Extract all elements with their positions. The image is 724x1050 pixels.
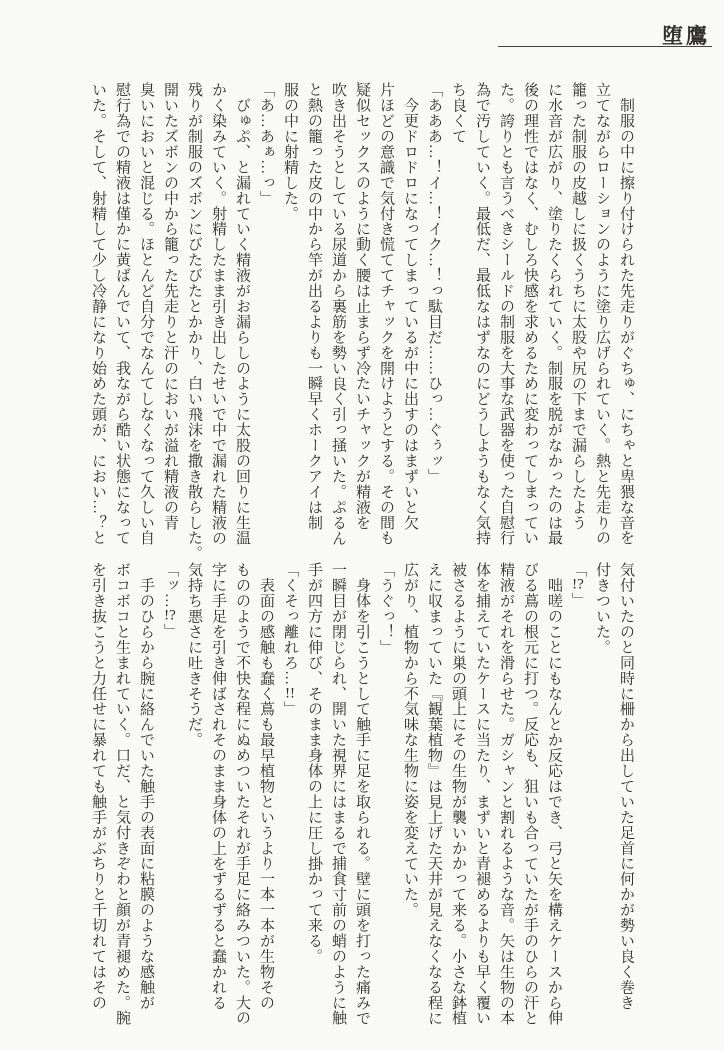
text-line: かく染みていく。射精したまま引き出したせいで中で漏れた精液の (210, 82, 226, 546)
text-line: と熱の籠った皮の中から竿が出るよりも一瞬早くホークアイは制 (306, 82, 322, 531)
text-line: に水音が広がり、塗りたくられていく。制服を脱がなかったのは最 (546, 82, 562, 546)
text-line: 手が四方に伸び、そのまま身体の上に圧し掛かって来る。 (306, 562, 322, 964)
text-line: びゅぷ、と漏れていく精液がお漏らしのように太股の回りに生温 (234, 82, 250, 546)
text-line: 「あああ…！イ…！イク…！っ駄目だ……ひっ…ぐぅッ」 (426, 82, 442, 484)
text-line: いた。そして、射精して少し冷静になり始めた頭が、におい…？と (90, 82, 106, 546)
text-line: 体を捕えていたケースに当たり、まずいと青褪めるよりも早く覆い (474, 562, 490, 1026)
tatechuyoko-punctuation: !? (572, 577, 584, 593)
tatechuyoko-punctuation: !? (164, 608, 176, 624)
text-line: 字に手足を引き伸ばされそのまま身体の上をずるずると蠢かれる (210, 562, 226, 1011)
text-line: 残りが制服のズボンにびたびたとかかり、白い飛沫を撒き散らした。 (186, 82, 202, 561)
text-line: 付きついた。 (594, 562, 610, 655)
text-line: ち良くて (450, 82, 466, 144)
text-line: た。誇りとも言うべきシールドの制服を大事な武器を使った自慰行 (498, 82, 514, 546)
text-line: 身体を引こうとして触手に足を取られる。壁に頭を打った痛みで (354, 562, 370, 1026)
text-line: 慰行為での精液は僅かに黄ばんでいて、我ながら酷い状態になって (114, 82, 130, 546)
text-line: を引き抜こうと力任せに暴れても触手がぶちりと千切れてはその (90, 562, 106, 1011)
text-line: 疑似セックスのように動く腰は止まらず冷たいチャックが精液を (354, 82, 370, 531)
text-line: 「!?」 (570, 562, 586, 608)
text-line: 「うぐっ！」 (378, 562, 394, 655)
tatechuyoko-punctuation: !! (285, 685, 295, 701)
text-line: 開いたズボンの中から籠った先走りと汗のにおいが溢れ精液の青 (162, 82, 178, 531)
text-line: 服の中に射精した。 (282, 82, 298, 222)
text-line: 気持ち悪さに吐きそうだ。 (186, 562, 202, 748)
text-line: 「あ…あぁ…っ」 (258, 82, 274, 206)
text-line: 咄嗟のことにもなんとか反応はでき、弓と矢を構えケースから伸 (546, 562, 562, 1026)
text-line: ボコボコと生まれていく。口だ、と気付きぞわと顔が青褪めた。腕 (114, 562, 130, 1026)
text-line: 後の理性ではなく、むしろ快感を求めるために変わってしまってい (522, 82, 538, 546)
text-line: 一瞬目が閉じられ、開いた視界にはまるで捕食寸前の蛸のように触 (330, 562, 346, 1026)
text-block-top (86, 82, 638, 561)
text-line: 表面の感触も蠢く蔦も最早植物というより一本一本が生物その (258, 562, 274, 1011)
text-line: えに収まっていた『観葉植物』は見上げた天井が見えなくなる程に (426, 562, 442, 1026)
text-line: 今更ドロドロになってしまっているが中に出すのはまずいと欠 (402, 82, 418, 531)
text-line: 片ほどの意識で気付き慌ててチャックを開けようとする。その間も (378, 82, 394, 546)
text-line: もののようで不快な程にぬめついたそれが手足に絡みついた。大の (234, 562, 250, 1026)
text-line: 吹き出そうとしている尿道から裏筋を勢い良く引っ掻いた。ぷるん (330, 82, 346, 546)
text-line: 「くそっ離れろ…!!」 (282, 562, 298, 717)
text-line: 籠った制服の皮越しに扱くうちに太股や尻の下まで漏らしたよう (570, 82, 586, 531)
text-line: 気付いたのと同時に柵から出していた足首に何かが勢い良く巻き (618, 562, 634, 1011)
text-line: 為で汚していく。最低だ、最低なはずなのにどうしようもなく気持 (474, 82, 490, 546)
header-rule (498, 46, 712, 47)
text-line: 「ッ…!?」 (162, 562, 178, 639)
text-line: 制服の中に擦り付けられた先走りがぐちゅ、にちゃと卑猥な音を (618, 82, 634, 546)
text-line: 立てながらローションのように塗り広げられていく。熱と先走りの (594, 82, 610, 546)
text-line: 広がり、植物から不気味な生物に姿を変えていた。 (402, 562, 418, 918)
text-line: 被さるように巣の頭上にその生物が襲いかかって来る。小さな鉢植 (450, 562, 466, 1026)
text-line: びる蔦の根元に打つ。反応も、狙いも合っていたが手のひらの汗と (522, 562, 538, 1026)
page-title: 堕鷹 (662, 24, 710, 48)
text-line: 精液がそれを滑らせた。ガシャンと割れるような音。矢は生物の本 (498, 562, 514, 1026)
text-line: 臭いにおいと混じる。ほとんど自分でなんてしなくなって久しい自 (138, 82, 154, 546)
text-block-bottom (86, 562, 638, 1028)
text-line: 手のひらから腕に絡んでいた触手の表面に粘膜のような感触が (138, 562, 154, 1011)
